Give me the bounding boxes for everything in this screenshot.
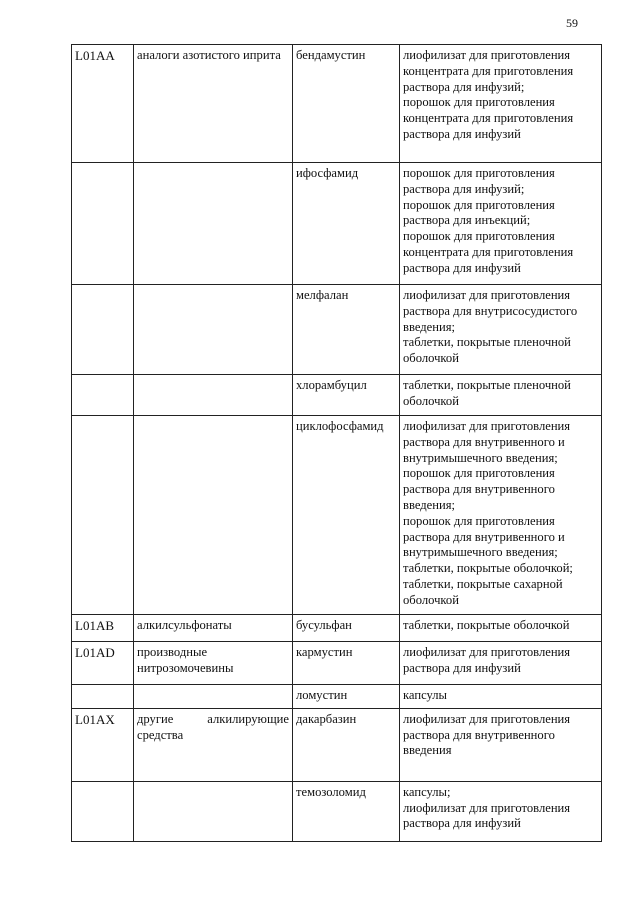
- group-name-cell: [134, 781, 293, 841]
- table-row: [72, 375, 602, 416]
- table-row: [72, 45, 602, 163]
- dosage-form-cell: лиофилизат для приготовления раствора для внутрисосудистого введения; таблетки, покрытые пленочной оболочкой: [400, 285, 602, 375]
- table-row: [72, 708, 602, 781]
- table-row: [72, 163, 602, 285]
- drug-name-cell: циклофосфамид: [293, 416, 400, 615]
- group-name-cell: алкилсульфонаты: [134, 615, 293, 642]
- atc-code-cell: L01AX: [72, 708, 134, 781]
- dosage-form-cell: порошок для приготовления раствора для инфузий; порошок для приготовления раствора для инъекций; порошок для приготовления концентрата для приготовления раствора для инфузий: [400, 163, 602, 285]
- drug-name-cell: темозоломид: [293, 781, 400, 841]
- dosage-form-cell: таблетки, покрытые пленочной оболочкой: [400, 375, 602, 416]
- table-row: [72, 285, 602, 375]
- group-name-cell: аналоги азотистого иприта: [134, 45, 293, 163]
- table-body: [72, 45, 602, 842]
- dosage-form-cell: лиофилизат для приготовления раствора для инфузий: [400, 642, 602, 685]
- atc-code-cell: [72, 285, 134, 375]
- drug-name-cell: бендамустин: [293, 45, 400, 163]
- dosage-form-cell: капсулы: [400, 685, 602, 709]
- atc-code-cell: [72, 685, 134, 709]
- drug-name-cell: мелфалан: [293, 285, 400, 375]
- atc-code-cell: [72, 781, 134, 841]
- atc-code-cell: L01AB: [72, 615, 134, 642]
- dosage-form-cell: лиофилизат для приготовления раствора для внутривенного и внутримышечного введения; порошок для приготовления раствора для внутривенного введения; порошок для приготовления раствора для внутривенного и внутримышечного введения; таблетки, покрытые оболочкой; таблетки, покрытые сахарной оболочкой: [400, 416, 602, 615]
- drug-name-cell: хлорамбуцил: [293, 375, 400, 416]
- table-row: [72, 781, 602, 841]
- group-name-cell: другие алкилирующие средства: [134, 708, 293, 781]
- group-name-cell: [134, 416, 293, 615]
- group-name-cell: [134, 375, 293, 416]
- table-row: [72, 685, 602, 709]
- table-row: [72, 416, 602, 615]
- drug-name-cell: кармустин: [293, 642, 400, 685]
- drug-table: [71, 44, 602, 842]
- drug-name-cell: бусульфан: [293, 615, 400, 642]
- atc-code-cell: [72, 163, 134, 285]
- atc-code-cell: [72, 375, 134, 416]
- table-row: [72, 642, 602, 685]
- atc-code-cell: L01AA: [72, 45, 134, 163]
- drug-name-cell: ломустин: [293, 685, 400, 709]
- group-name-cell: [134, 163, 293, 285]
- drug-name-cell: дакарбазин: [293, 708, 400, 781]
- atc-code-cell: [72, 416, 134, 615]
- table-row: [72, 615, 602, 642]
- atc-code-cell: L01AD: [72, 642, 134, 685]
- dosage-form-cell: лиофилизат для приготовления концентрата для приготовления раствора для инфузий; порошок для приготовления концентрата для приготовления раствора для инфузий: [400, 45, 602, 163]
- dosage-form-cell: лиофилизат для приготовления раствора для внутривенного введения: [400, 708, 602, 781]
- group-name-cell: [134, 685, 293, 709]
- page-number: 59: [566, 16, 578, 30]
- group-name-cell: производные нитрозомочевины: [134, 642, 293, 685]
- drug-name-cell: ифосфамид: [293, 163, 400, 285]
- dosage-form-cell: капсулы; лиофилизат для приготовления раствора для инфузий: [400, 781, 602, 841]
- group-name-cell: [134, 285, 293, 375]
- dosage-form-cell: таблетки, покрытые оболочкой: [400, 615, 602, 642]
